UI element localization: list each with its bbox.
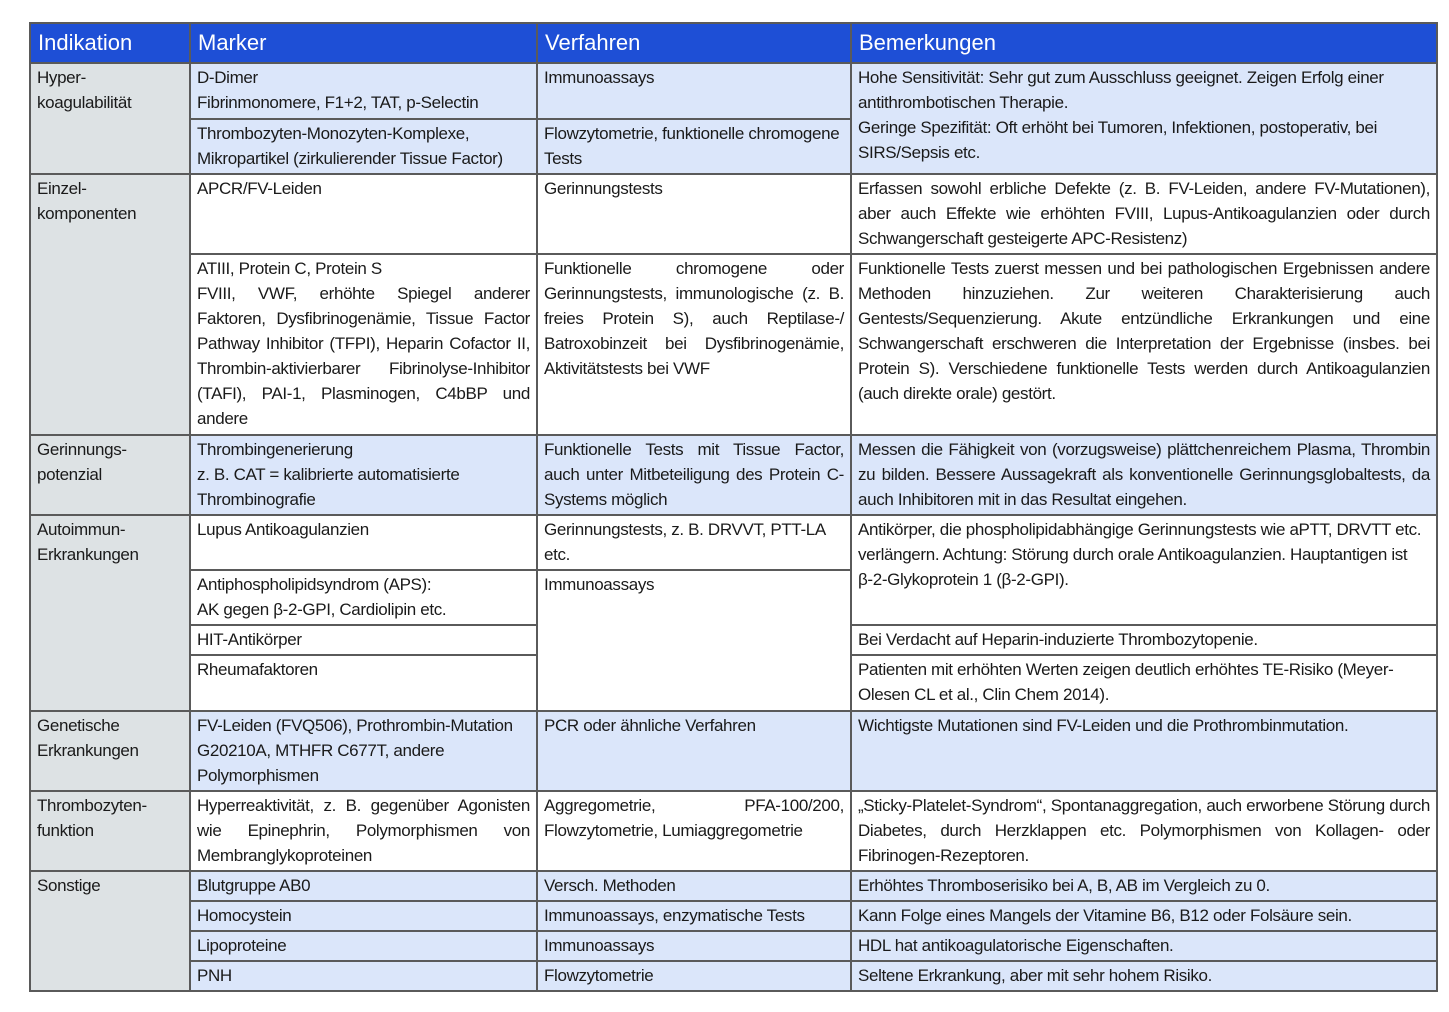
remark-cell: Antikörper, die phospholipidabhängige Gerinnungstests wie aPTT, DRVTT etc. verlängern. Achtung: Störung durch orale Antikoagulanzien. Hauptantigen ist β-2-Glykoprotein 1 (β-2-GPI). — [851, 515, 1437, 625]
marker-cell: Lipoproteine — [190, 931, 537, 961]
marker-table — [29, 22, 1438, 992]
method-cell: Aggregometrie, PFA-100/200, Flowzytometrie, Lumiaggregometrie — [537, 791, 851, 871]
table-row — [30, 931, 1437, 961]
indication-cell: Genetische Erkrankungen — [30, 711, 190, 791]
table-row — [30, 711, 1437, 791]
method-cell: Flowzytometrie, funktionelle chromogene Tests — [537, 119, 851, 174]
header-verfahren: Verfahren — [537, 23, 851, 63]
method-cell: Flowzytometrie — [537, 961, 851, 991]
marker-cell: Hyperreaktivität, z. B. gegenüber Agonisten wie Epinephrin, Polymorphismen von Membranglykoproteinen — [190, 791, 537, 871]
marker-cell: Thrombozyten-Monozyten-Komplexe, Mikropartikel (zirkulierender Tissue Factor) — [190, 119, 537, 174]
method-cell: Immunoassays — [537, 570, 851, 711]
indication-cell: Gerinnungs- potenzial — [30, 435, 190, 515]
indication-cell: Autoimmun- Erkrankungen — [30, 515, 190, 711]
marker-cell: APCR/FV-Leiden — [190, 174, 537, 254]
remark-cell: Erfassen sowohl erbliche Defekte (z. B. FV-Leiden, andere FV-Mutationen), aber auch Effekte wie erhöhten FVIII, Lupus-Antikoagulanzien oder durch Schwangerschaft gesteigerte APC-Resistenz) — [851, 174, 1437, 254]
remark-cell: HDL hat antikoagulatorische Eigenschaften. — [851, 931, 1437, 961]
table-row — [30, 791, 1437, 871]
table-row — [30, 871, 1437, 901]
remark-cell: Bei Verdacht auf Heparin-induzierte Thrombozytopenie. — [851, 625, 1437, 655]
method-cell: Funktionelle chromogene oder Gerinnungstests, immunologische (z. B. freies Protein S), auch Reptilase-/ Batroxobinzeit bei Dysfibrinogenämie, Aktivitätstests bei VWF — [537, 254, 851, 435]
marker-cell: Blutgruppe AB0 — [190, 871, 537, 901]
method-cell: Immunoassays, enzymatische Tests — [537, 901, 851, 931]
method-cell: Funktionelle Tests mit Tissue Factor, auch unter Mitbeteiligung des Protein C-Systems möglich — [537, 435, 851, 515]
remark-cell: Wichtigste Mutationen sind FV-Leiden und die Prothrombinmutation. — [851, 711, 1437, 791]
remark-cell: Erhöhtes Thromboserisiko bei A, B, AB im Vergleich zu 0. — [851, 871, 1437, 901]
table-row — [30, 435, 1437, 515]
marker-cell: Antiphospholipidsyndrom (APS): AK gegen β-2-GPI, Cardiolipin etc. — [190, 570, 537, 625]
marker-cell: Rheumafaktoren — [190, 655, 537, 711]
remark-cell: Patienten mit erhöhten Werten zeigen deutlich erhöhtes TE-Risiko (Meyer-Olesen CL et al., Clin Chem 2014). — [851, 655, 1437, 711]
marker-cell: ATIII, Protein C, Protein S FVIII, VWF, erhöhte Spiegel anderer Faktoren, Dysfibrinogenämie, Tissue Factor Pathway Inhibitor (TFPI), Heparin Cofactor II, Thrombin-aktivierbarer Fibrinolyse-Inhibitor (TAFI), PAI-1, Plasminogen, C4bBP und andere — [190, 254, 537, 435]
method-cell: PCR oder ähnliche Verfahren — [537, 711, 851, 791]
table-row — [30, 515, 1437, 570]
method-cell: Gerinnungstests — [537, 174, 851, 254]
table-row — [30, 961, 1437, 991]
table-row — [30, 174, 1437, 254]
table-row — [30, 63, 1437, 119]
table-row — [30, 901, 1437, 931]
indication-cell: Thrombozyten- funktion — [30, 791, 190, 871]
marker-cell: FV-Leiden (FVQ506), Prothrombin-Mutation G20210A, MTHFR C677T, andere Polymorphismen — [190, 711, 537, 791]
header-bemerkungen: Bemerkungen — [851, 23, 1437, 63]
indication-cell: Einzel- komponenten — [30, 174, 190, 435]
indication-cell: Hyper- koagulabilität — [30, 63, 190, 174]
marker-cell: Thrombingenerierung z. B. CAT = kalibrierte automatisierte Thrombinografie — [190, 435, 537, 515]
remark-cell: Messen die Fähigkeit von (vorzugsweise) plättchenreichem Plasma, Thrombin zu bilden. Bessere Aussagekraft als konventionelle Gerinnungsglobaltests, da auch Inhibitoren mit in das Resultat eingehen. — [851, 435, 1437, 515]
method-cell: Immunoassays — [537, 931, 851, 961]
header-marker: Marker — [190, 23, 537, 63]
indication-cell: Sonstige — [30, 871, 190, 991]
remark-cell: Funktionelle Tests zuerst messen und bei pathologischen Ergebnissen andere Methoden hinzuziehen. Zur weiteren Charakterisierung auch Gentests/Sequenzierung. Akute entzündliche Erkrankungen und eine Schwangerschaft erschweren die Interpretation der Ergebnisse (insbes. bei Protein S). Verschiedene funktionelle Tests werden durch Antikoagulanzien (auch direkte orale) gestört. — [851, 254, 1437, 435]
remark-cell: Seltene Erkrankung, aber mit sehr hohem Risiko. — [851, 961, 1437, 991]
method-cell: Gerinnungstests, z. B. DRVVT, PTT-LA etc. — [537, 515, 851, 570]
marker-cell: PNH — [190, 961, 537, 991]
marker-cell: D-Dimer Fibrinmonomere, F1+2, TAT, p-Selectin — [190, 63, 537, 119]
marker-cell: Homocystein — [190, 901, 537, 931]
method-cell: Versch. Methoden — [537, 871, 851, 901]
remark-cell: Hohe Sensitivität: Sehr gut zum Ausschluss geeignet. Zeigen Erfolg einer antithrombotischen Therapie. Geringe Spezifität: Oft erhöht bei Tumoren, Infektionen, postoperativ, bei SIRS/Sepsis etc. — [851, 63, 1437, 174]
marker-cell: HIT-Antikörper — [190, 625, 537, 655]
marker-cell: Lupus Antikoagulanzien — [190, 515, 537, 570]
header-indikation: Indikation — [30, 23, 190, 63]
table-header-row — [30, 23, 1437, 63]
remark-cell: „Sticky-Platelet-Syndrom“, Spontanaggregation, auch erworbene Störung durch Diabetes, durch Herzklappen etc. Polymorphismen von Kollagen- oder Fibrinogen-Rezeptoren. — [851, 791, 1437, 871]
method-cell: Immunoassays — [537, 63, 851, 119]
table-row — [30, 254, 1437, 435]
remark-cell: Kann Folge eines Mangels der Vitamine B6, B12 oder Folsäure sein. — [851, 901, 1437, 931]
